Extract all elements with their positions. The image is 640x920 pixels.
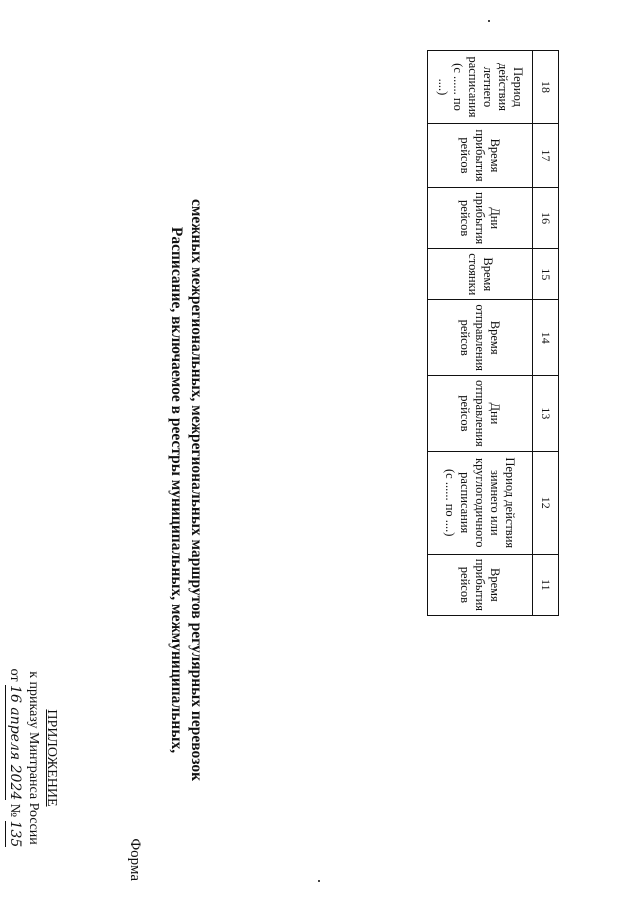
appendix-title: ПРИЛОЖЕНИЕ xyxy=(44,709,59,807)
column-number: 15 xyxy=(533,249,559,300)
scan-speck xyxy=(318,880,320,882)
summer-validity-range: (с ...... по ....) xyxy=(436,63,465,111)
order-date-line xyxy=(5,633,24,883)
column-number: 14 xyxy=(533,300,559,376)
winter-validity-range: (с ...... по ....) xyxy=(443,469,458,537)
header-summer-departure-time: Время отправления рейсов xyxy=(428,300,533,376)
header-summer-arrival-time: Время прибытия рейсов xyxy=(428,124,533,188)
header-winter-arrival-time: Время прибытия рейсов xyxy=(428,554,533,615)
number-prefix: № xyxy=(7,803,22,818)
order-date: 16 апреля 2024 xyxy=(7,685,23,801)
form-label: Форма xyxy=(127,838,143,881)
schedule-table xyxy=(427,50,559,616)
scan-speck xyxy=(488,20,490,22)
date-prefix: от xyxy=(7,668,22,682)
column-number: 13 xyxy=(533,376,559,452)
order-number: 135 xyxy=(7,820,23,848)
column-number-row xyxy=(533,51,559,616)
header-summer-validity: Период действия летнего расписания xyxy=(466,56,525,118)
header-summer-stop-time: Время стоянки xyxy=(428,249,533,300)
header-winter-period xyxy=(428,451,533,554)
order-reference: к приказу Минтранса России xyxy=(26,671,41,845)
header-summer-period xyxy=(428,51,533,124)
column-number: 11 xyxy=(533,554,559,615)
column-number: 17 xyxy=(533,124,559,188)
column-number: 18 xyxy=(533,51,559,124)
header-winter-validity: Период действия зимнего или круглогодичного расписания xyxy=(458,457,518,549)
appendix-block xyxy=(5,633,60,883)
header-row xyxy=(428,51,533,616)
column-number: 16 xyxy=(533,188,559,249)
header-summer-departure-days: Дни отправления рейсов xyxy=(428,376,533,452)
document-title-line-1: Расписание, включаемое в реестры муниципальных, межмуниципальных, xyxy=(168,226,185,754)
column-number: 12 xyxy=(533,451,559,554)
document-title-line-2: смежных межрегиональных, межрегиональных маршрутов регулярных перевозок xyxy=(188,198,205,782)
header-summer-arrival-days: Дни прибытия рейсов xyxy=(428,188,533,249)
